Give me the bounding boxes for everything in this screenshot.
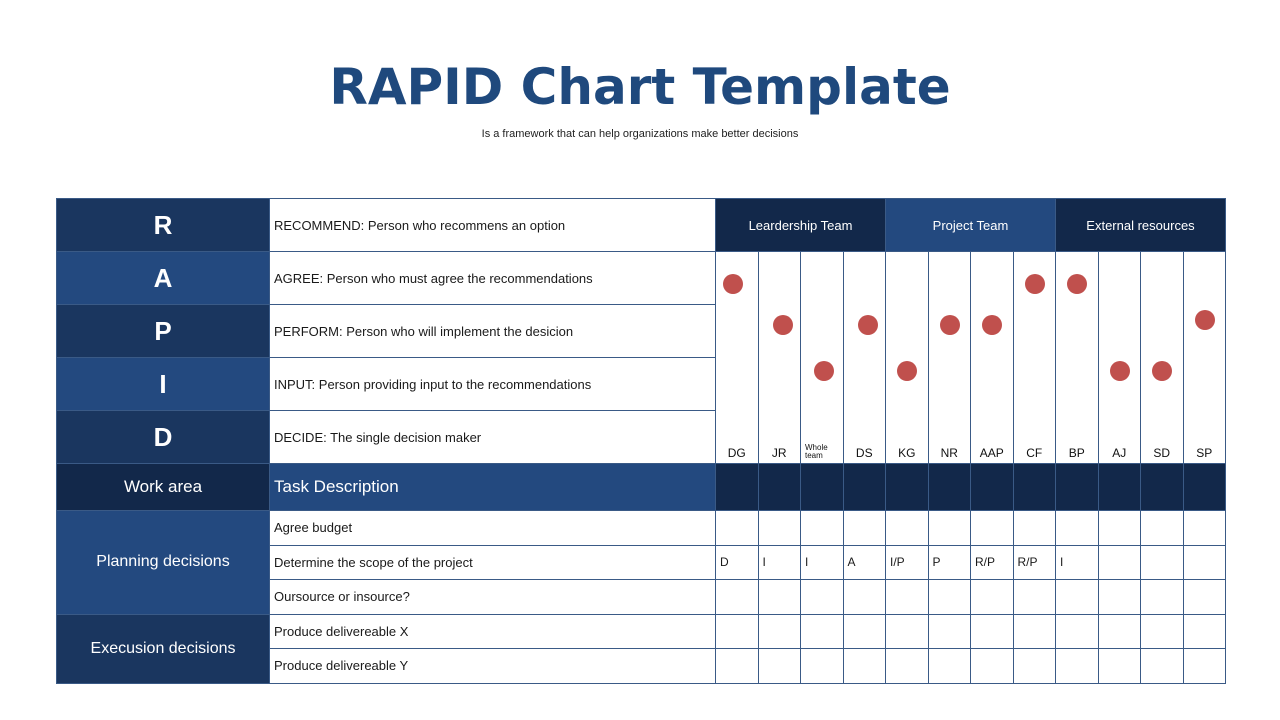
raci-code-cell xyxy=(800,579,844,615)
rapid-definition-r: RECOMMEND: Person who recommens an option xyxy=(269,198,716,252)
rapid-definition-i: INPUT: Person providing input to the recommendations xyxy=(269,357,716,411)
work-area-label: Planning decisions xyxy=(56,510,270,615)
raci-code-cell xyxy=(758,579,802,615)
raci-code-cell xyxy=(1055,510,1099,546)
person-name: JR xyxy=(771,446,787,460)
raci-code-cell xyxy=(970,648,1014,684)
raci-code-cell xyxy=(1098,648,1142,684)
header-column-cell xyxy=(1013,463,1057,511)
raci-code-cell: A xyxy=(843,545,887,581)
person-name: Whole team xyxy=(805,443,828,460)
task-description-header: Task Description xyxy=(269,463,716,511)
raci-code-cell xyxy=(1055,579,1099,615)
header-column-cell xyxy=(800,463,844,511)
raci-code-cell xyxy=(970,614,1014,650)
task-row-label: Oursource or insource? xyxy=(269,579,716,615)
header-column-cell xyxy=(885,463,929,511)
header-column-cell xyxy=(1140,463,1184,511)
role-marker-dot xyxy=(982,315,1002,335)
team-header: Leardership Team xyxy=(715,198,886,252)
page-title: RAPID Chart Template xyxy=(329,58,951,116)
task-row-label: Determine the scope of the project xyxy=(269,545,716,581)
raci-code-cell xyxy=(1098,614,1142,650)
person-name: NR xyxy=(940,446,958,460)
role-marker-dot xyxy=(1025,274,1045,294)
raci-code-cell xyxy=(843,614,887,650)
raci-code-cell xyxy=(928,579,972,615)
raci-code-cell: I xyxy=(800,545,844,581)
role-marker-dot xyxy=(814,361,834,381)
raci-code-cell: I xyxy=(758,545,802,581)
person-name: AAP xyxy=(979,446,1004,460)
person-name: KG xyxy=(898,446,916,460)
header-column-cell xyxy=(1055,463,1099,511)
raci-code-cell xyxy=(1140,579,1184,615)
person-name: SD xyxy=(1153,446,1171,460)
person-name: DS xyxy=(855,446,873,460)
person-column xyxy=(970,251,1014,464)
raci-code-cell xyxy=(843,579,887,615)
raci-code-cell xyxy=(800,614,844,650)
person-column xyxy=(758,251,802,464)
raci-code-cell xyxy=(1013,648,1057,684)
raci-code-cell xyxy=(885,648,929,684)
task-row-label: Produce delivereable Y xyxy=(269,648,716,684)
raci-code-cell xyxy=(1013,579,1057,615)
raci-code-cell xyxy=(1013,510,1057,546)
raci-code-cell xyxy=(1183,579,1227,615)
raci-code-cell: P xyxy=(928,545,972,581)
raci-code-cell xyxy=(1055,648,1099,684)
person-column xyxy=(1013,251,1057,464)
raci-code-cell xyxy=(800,648,844,684)
raci-code-cell xyxy=(1140,648,1184,684)
raci-code-cell xyxy=(1098,545,1142,581)
raci-code-cell xyxy=(1140,614,1184,650)
team-header: External resources xyxy=(1055,198,1226,252)
person-column xyxy=(885,251,929,464)
rapid-definition-a: AGREE: Person who must agree the recommendations xyxy=(269,251,716,305)
person-column xyxy=(1183,251,1227,464)
rapid-letter-p: P xyxy=(56,304,270,358)
work-area-label: Execusion decisions xyxy=(56,614,270,684)
raci-code-cell xyxy=(1183,648,1227,684)
raci-code-cell: I xyxy=(1055,545,1099,581)
role-marker-dot xyxy=(1110,361,1130,381)
raci-code-cell xyxy=(1140,510,1184,546)
role-marker-dot xyxy=(897,361,917,381)
person-column xyxy=(800,251,844,464)
raci-code-cell xyxy=(1098,579,1142,615)
page-subtitle: Is a framework that can help organizations make better decisions xyxy=(481,128,799,140)
raci-code-cell xyxy=(1140,545,1184,581)
header-column-cell xyxy=(970,463,1014,511)
raci-code-cell xyxy=(843,510,887,546)
person-column xyxy=(1140,251,1184,464)
raci-code-cell xyxy=(758,510,802,546)
person-column xyxy=(715,251,759,464)
raci-code-cell xyxy=(1055,614,1099,650)
raci-code-cell xyxy=(715,579,759,615)
raci-code-cell xyxy=(1013,614,1057,650)
raci-code-cell xyxy=(1098,510,1142,546)
raci-code-cell xyxy=(843,648,887,684)
role-marker-dot xyxy=(1195,310,1215,330)
role-marker-dot xyxy=(773,315,793,335)
raci-code-cell xyxy=(970,510,1014,546)
raci-code-cell xyxy=(758,614,802,650)
role-marker-dot xyxy=(858,315,878,335)
person-name: AJ xyxy=(1112,446,1127,460)
raci-code-cell xyxy=(885,579,929,615)
role-marker-dot xyxy=(723,274,743,294)
raci-code-cell xyxy=(928,648,972,684)
role-marker-dot xyxy=(1152,361,1172,381)
task-row-label: Produce delivereable X xyxy=(269,614,716,650)
header-column-cell xyxy=(1183,463,1227,511)
header-column-cell xyxy=(843,463,887,511)
team-header: Project Team xyxy=(885,198,1056,252)
role-marker-dot xyxy=(940,315,960,335)
person-column xyxy=(1098,251,1142,464)
header-column-cell xyxy=(1098,463,1142,511)
raci-code-cell xyxy=(928,510,972,546)
person-column xyxy=(843,251,887,464)
person-column xyxy=(1055,251,1099,464)
raci-code-cell xyxy=(1183,614,1227,650)
raci-code-cell xyxy=(715,614,759,650)
role-marker-dot xyxy=(1067,274,1087,294)
raci-code-cell xyxy=(1183,545,1227,581)
raci-code-cell xyxy=(800,510,844,546)
rapid-letter-d: D xyxy=(56,410,270,464)
raci-code-cell xyxy=(715,648,759,684)
raci-code-cell xyxy=(1183,510,1227,546)
raci-code-cell: I/P xyxy=(885,545,929,581)
person-column xyxy=(928,251,972,464)
rapid-letter-a: A xyxy=(56,251,270,305)
raci-code-cell xyxy=(715,510,759,546)
raci-code-cell: R/P xyxy=(1013,545,1057,581)
raci-code-cell: R/P xyxy=(970,545,1014,581)
person-name: DG xyxy=(727,446,746,460)
rapid-letter-r: R xyxy=(56,198,270,252)
header-column-cell xyxy=(758,463,802,511)
person-name: CF xyxy=(1026,446,1043,460)
raci-code-cell xyxy=(885,510,929,546)
person-name: BP xyxy=(1068,446,1085,460)
rapid-letter-i: I xyxy=(56,357,270,411)
person-name: SP xyxy=(1196,446,1213,460)
task-row-label: Agree budget xyxy=(269,510,716,546)
raci-code-cell xyxy=(970,579,1014,615)
raci-code-cell xyxy=(928,614,972,650)
rapid-definition-d: DECIDE: The single decision maker xyxy=(269,410,716,464)
header-column-cell xyxy=(928,463,972,511)
raci-code-cell: D xyxy=(715,545,759,581)
work-area-header: Work area xyxy=(56,463,270,511)
raci-code-cell xyxy=(885,614,929,650)
rapid-definition-p: PERFORM: Person who will implement the desicion xyxy=(269,304,716,358)
header-column-cell xyxy=(715,463,759,511)
raci-code-cell xyxy=(758,648,802,684)
